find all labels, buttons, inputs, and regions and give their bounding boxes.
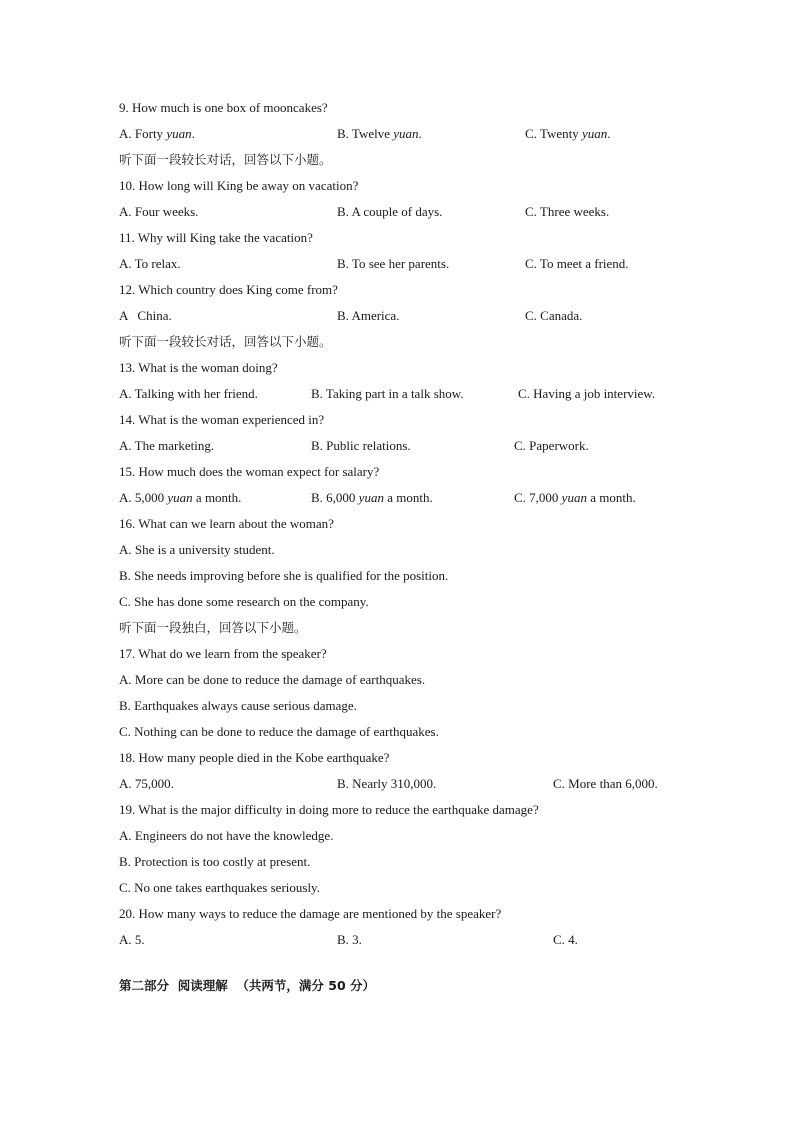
option-a: A. Four weeks. bbox=[119, 204, 199, 219]
option-b: B. 3. bbox=[337, 932, 362, 947]
option-c: C. Having a job interview. bbox=[518, 386, 656, 401]
option-c: C. Paperwork. bbox=[514, 438, 589, 453]
option-a: A. She is a university student. bbox=[119, 542, 275, 557]
option-c: C. Three weeks. bbox=[525, 204, 610, 219]
option-c: C. No one takes earthquakes seriously. bbox=[119, 880, 320, 895]
question-stem: 10. How long will King be away on vacation? bbox=[119, 178, 359, 193]
option-a: A. 5. bbox=[119, 932, 145, 947]
instruction-dialogue-1: 听下面一段较长对话，回答以下小题。 bbox=[119, 152, 332, 167]
question-10-options bbox=[119, 202, 734, 222]
option-c: C. Twenty yuan. bbox=[525, 126, 611, 141]
option-c: C. 7,000 yuan a month. bbox=[514, 490, 636, 505]
option-a: A. To relax. bbox=[119, 256, 181, 271]
question-11-options bbox=[119, 254, 734, 274]
option-a: A. Talking with her friend. bbox=[119, 386, 258, 401]
option-c: C. To meet a friend. bbox=[525, 256, 629, 271]
question-18 bbox=[119, 748, 734, 768]
option-c: C. Canada. bbox=[525, 308, 583, 323]
question-stem: 11. Why will King take the vacation? bbox=[119, 230, 313, 245]
option-b: B. A couple of days. bbox=[337, 204, 443, 219]
option-c: C. More than 6,000. bbox=[553, 776, 658, 791]
option-b: B. She needs improving before she is qualified for the position. bbox=[119, 568, 449, 583]
question-10 bbox=[119, 176, 734, 196]
option-c: C. 4. bbox=[553, 932, 578, 947]
option-a: A China. bbox=[119, 308, 172, 323]
section-heading: 第二部分 阅读理解 （共两节，满分 50 分） bbox=[119, 978, 376, 993]
option-b: B. America. bbox=[337, 308, 400, 323]
option-a: A. The marketing. bbox=[119, 438, 215, 453]
option-b: B. Protection is too costly at present. bbox=[119, 854, 311, 869]
option-b: B. Twelve yuan. bbox=[337, 126, 422, 141]
question-16 bbox=[119, 514, 734, 534]
option-b: B. Nearly 310,000. bbox=[337, 776, 437, 791]
question-19 bbox=[119, 800, 734, 820]
option-b: B. To see her parents. bbox=[337, 256, 450, 271]
option-b: B. 6,000 yuan a month. bbox=[311, 490, 433, 505]
question-stem: 20. How many ways to reduce the damage are mentioned by the speaker? bbox=[119, 906, 502, 921]
question-12-options bbox=[119, 306, 734, 326]
option-a: A. 5,000 yuan a month. bbox=[119, 490, 242, 505]
question-18-options bbox=[119, 774, 734, 794]
option-b: B. Earthquakes always cause serious damage. bbox=[119, 698, 357, 713]
question-14 bbox=[119, 410, 734, 430]
option-c: C. Nothing can be done to reduce the damage of earthquakes. bbox=[119, 724, 439, 739]
option-a: A. 75,000. bbox=[119, 776, 174, 791]
option-c: C. She has done some research on the company. bbox=[119, 594, 369, 609]
question-stem: 16. What can we learn about the woman? bbox=[119, 516, 334, 531]
question-20-options bbox=[119, 930, 734, 950]
question-17 bbox=[119, 644, 734, 664]
option-a: A. Forty yuan. bbox=[119, 126, 195, 141]
question-13 bbox=[119, 358, 734, 378]
option-a: A. More can be done to reduce the damage of earthquakes. bbox=[119, 672, 426, 687]
question-12 bbox=[119, 280, 734, 300]
question-15 bbox=[119, 462, 734, 482]
question-11 bbox=[119, 228, 734, 248]
option-b: B. Taking part in a talk show. bbox=[311, 386, 464, 401]
question-stem: 17. What do we learn from the speaker? bbox=[119, 646, 327, 661]
question-stem: 14. What is the woman experienced in? bbox=[119, 412, 325, 427]
instruction-dialogue-2: 听下面一段较长对话，回答以下小题。 bbox=[119, 334, 332, 349]
question-stem: 9. How much is one box of mooncakes? bbox=[119, 100, 328, 115]
question-stem: 18. How many people died in the Kobe earthquake? bbox=[119, 750, 390, 765]
question-stem: 12. Which country does King come from? bbox=[119, 282, 338, 297]
question-9 bbox=[119, 98, 734, 118]
option-b: B. Public relations. bbox=[311, 438, 411, 453]
question-20 bbox=[119, 904, 734, 924]
question-13-options bbox=[119, 384, 734, 404]
question-stem: 19. What is the major difficulty in doing more to reduce the earthquake damage? bbox=[119, 802, 539, 817]
question-stem: 15. How much does the woman expect for salary? bbox=[119, 464, 380, 479]
question-14-options bbox=[119, 436, 734, 456]
question-stem: 13. What is the woman doing? bbox=[119, 360, 278, 375]
option-a: A. Engineers do not have the knowledge. bbox=[119, 828, 334, 843]
question-15-options bbox=[119, 488, 734, 508]
question-9-options bbox=[119, 124, 734, 144]
instruction-monologue: 听下面一段独白，回答以下小题。 bbox=[119, 620, 307, 635]
